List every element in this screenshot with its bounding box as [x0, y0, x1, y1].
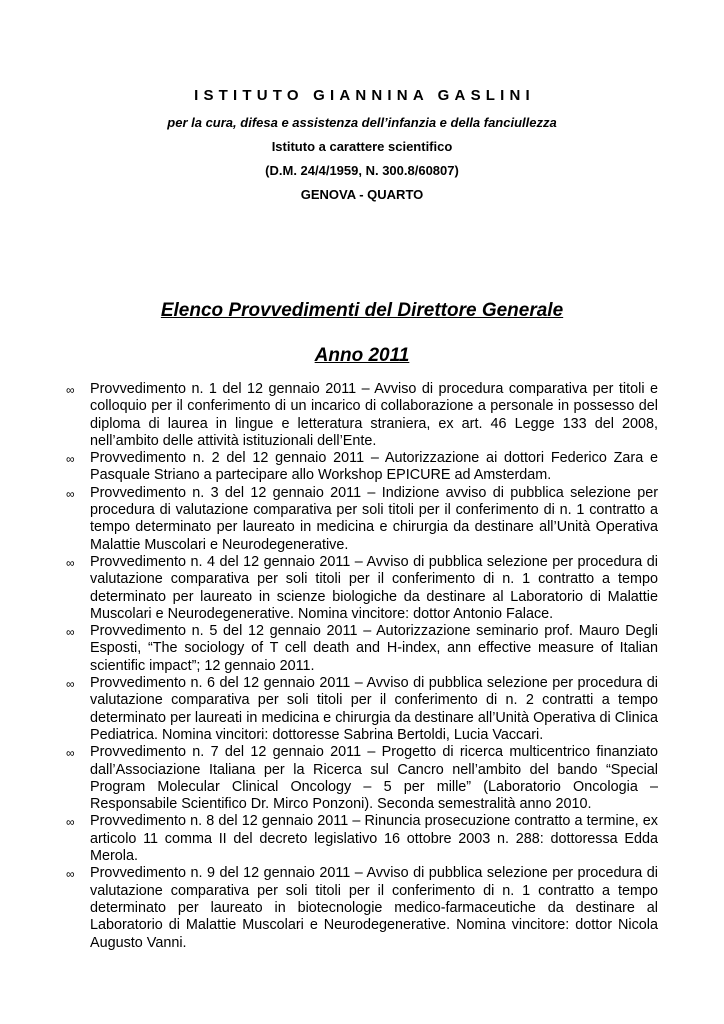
list-item-text: Provvedimento n. 8 del 12 gennaio 2011 – Rinuncia prosecuzione contratto a termine, ex articolo 11 comma II del decreto legislativo 16 ottobre 2003 n. 288: dottoressa Edda Merola.: [90, 813, 658, 865]
list-item: [66, 450, 658, 485]
list-item: [66, 485, 658, 554]
list-item-text: Provvedimento n. 2 del 12 gennaio 2011 – Autorizzazione ai dottori Federico Zara e Pasquale Striano a partecipare allo Workshop EPICURE ad Amsterdam.: [90, 450, 658, 484]
institute-location: GENOVA - QUARTO: [300, 187, 424, 202]
list-item-text: Provvedimento n. 6 del 12 gennaio 2011 – Avviso di pubblica selezione per procedura di valutazione comparativa per soli titoli per il conferimento di n. 2 contratti a tempo determinato per laureati in medicina e chirurgia da destinare all’Unità Operativa di Clinica Pediatrica. Nomina vincitori: dottoresse Sabrina Bertoldi, Lucia Vaccari.: [90, 675, 658, 743]
provvedimenti-list: [66, 381, 658, 952]
institute-header: [0, 85, 724, 203]
list-item: [66, 744, 658, 813]
list-item: [66, 675, 658, 744]
list-item: [66, 381, 658, 450]
list-item-text: Provvedimento n. 9 del 12 gennaio 2011 – Avviso di pubblica selezione per procedura di valutazione comparativa per soli titoli per il conferimento di n. 1 contratto a tempo determinato per laureato in biotecnologie medico-farmaceutiche da destinare al Laboratorio di Malattie Muscolari e Neurodegenerative. Nomina vincitore: dottor Nicola Augusto Vanni.: [90, 865, 658, 951]
institute-name: ISTITUTO GIANNINA GASLINI: [194, 87, 535, 104]
list-item-text: Provvedimento n. 3 del 12 gennaio 2011 – Indizione avviso di pubblica selezione per procedura di valutazione comparativa per soli titoli per il conferimento di n. 1 contratto a tempo determinato per laureato in medicina e chirurgia da destinare all’Unità Operativa Malattie Muscolari e Neurodegenerative.: [90, 484, 658, 553]
list-item: [66, 813, 658, 865]
infinity-bullet-icon: ∞: [66, 815, 75, 830]
institute-decree: (D.M. 24/4/1959, N. 300.8/60807): [265, 163, 459, 178]
document-year: Anno 2011: [314, 345, 410, 366]
infinity-bullet-icon: ∞: [66, 383, 75, 397]
list-item-text: Provvedimento n. 5 del 12 gennaio 2011 – Autorizzazione seminario prof. Mauro Degli Esposti, “The sociology of T cell death and H-index, ann effective measure of Italian scientific impact”; 12 gennaio 2011.: [90, 623, 658, 674]
list-item-text: Provvedimento n. 1 del 12 gennaio 2011 – Avviso di procedura comparativa per titoli e colloquio per il conferimento di un incarico di collaborazione a personale in possesso del diploma di laurea in lingue e letteratura straniera, ex art. 46 Legge 133 del 2008, nell’ambito delle attività istituzionali dell’Ente.: [90, 381, 658, 449]
infinity-bullet-icon: ∞: [66, 486, 75, 501]
institute-type: Istituto a carattere scientifico: [271, 139, 453, 154]
infinity-bullet-icon: ∞: [66, 452, 75, 467]
document-title: Elenco Provvedimenti del Direttore Generale: [160, 300, 564, 321]
infinity-bullet-icon: ∞: [66, 677, 75, 692]
list-item-text: Provvedimento n. 7 del 12 gennaio 2011 – Progetto di ricerca multicentrico finanziato dall’Associazione Italiana per la Ricerca sul Cancro nell’ambito del bando “Special Program Molecular Clinical Oncology – 5 per mille” (Laboratorio Oncologia – Responsabile Scientifico Dr. Mirco Ponzoni). Seconda semestralità anno 2010.: [90, 744, 658, 813]
list-item: [66, 623, 658, 675]
infinity-bullet-icon: ∞: [66, 625, 75, 640]
list-item-text: Provvedimento n. 4 del 12 gennaio 2011 – Avviso di pubblica selezione per procedura di valutazione comparativa per soli titoli per il conferimento di n. 1 contratto a tempo determinato per laureato in scienze biologiche da destinare al Laboratorio di Malattie Muscolari e Neurodegenerative. Nomina vincitore: dottor Antonio Falace.: [90, 553, 658, 622]
infinity-bullet-icon: ∞: [66, 867, 75, 882]
infinity-bullet-icon: ∞: [66, 555, 75, 570]
list-item: [66, 865, 658, 951]
institute-subtitle: per la cura, difesa e assistenza dell’infanzia e della fanciullezza: [167, 115, 557, 130]
list-item: [66, 554, 658, 623]
infinity-bullet-icon: ∞: [66, 746, 75, 761]
